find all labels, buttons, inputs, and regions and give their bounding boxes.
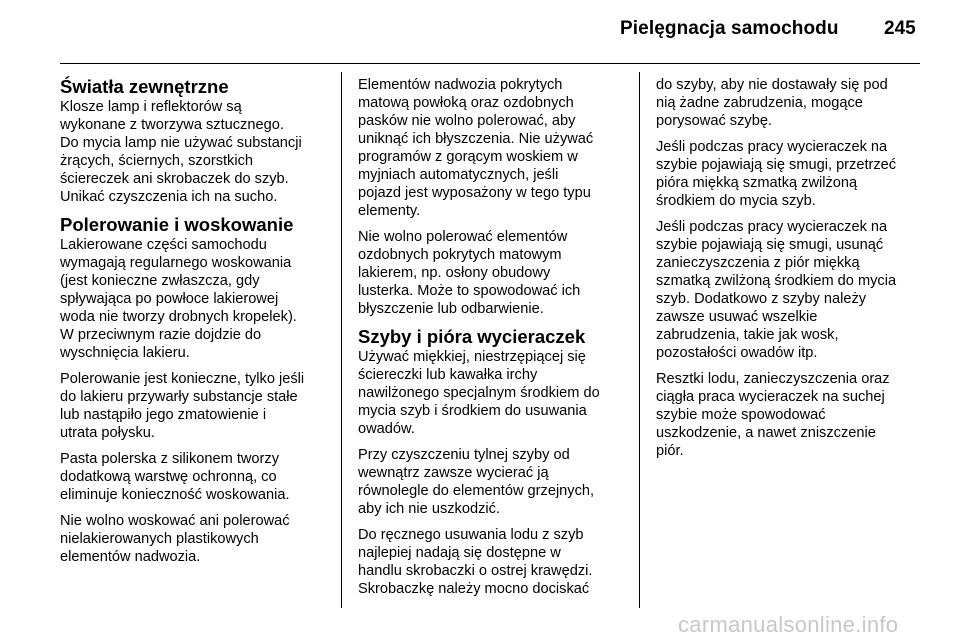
paragraph: Nie wolno woskować ani polerować nielakierowanych plastikowych elementów nadwozia. (60, 513, 290, 565)
column-divider (341, 72, 342, 608)
paragraph: Używać miękkiej, niestrzępiącej się ściereczki lub kawałka irchy nawilżonego specjalnym środkiem do mycia szyb i środkiem do usuwania owadów. (358, 349, 600, 437)
page-header-title: Pielęgnacja samochodu (620, 18, 839, 39)
paragraph: Resztki lodu, zanieczyszczenia oraz ciągła praca wycieraczek na suchej szybie może spowodować uszkodzenie, a nawet zniszczenie piór. (656, 371, 890, 459)
page-number: 245 (884, 18, 916, 39)
paragraph: Jeśli podczas pracy wycieraczek na szybie pojawiają się smugi, usunąć zanieczyszczenia z piór miękką szmatką zwilżoną środkiem do mycia szyb. Dodatkowo z szyby należy zawsze usuwać wszelkie zabrudzenia, takie jak wosk, pozostałości owadów itp. (656, 219, 897, 361)
paragraph: Elementów nadwozia pokrytych matową powłoką oraz ozdobnych pasków nie wolno polerować, aby uniknąć ich błyszczenia. Nie używać programów z gorącym woskiem w myjniach automatycznych, jeśli pojazd jest wyposażony w tego typu elementy. (358, 77, 594, 219)
section-heading-exterior-lights: Światła zewnętrzne (60, 76, 229, 97)
column-1 (60, 76, 324, 574)
paragraph: Do ręcznego usuwania lodu z szyb najlepiej nadają się dostępne w handlu skrobaczki o ostrej krawędzi. Skrobaczkę należy mocno dociskać (358, 527, 593, 597)
paragraph: Przy czyszczeniu tylnej szyby od wewnątrz zawsze wycierać ją równolegle do elementów grzejnych, aby ich nie uszkodzić. (358, 447, 595, 517)
paragraph: Jeśli podczas pracy wycieraczek na szybie pojawiają się smugi, przetrzeć pióra miękką szmatką zwilżoną środkiem do mycia szyb. (656, 139, 897, 209)
paragraph: do szyby, aby nie dostawały się pod nią żadne zabrudzenia, mogące porysować szybę. (656, 77, 888, 129)
header-divider (60, 63, 920, 64)
paragraph: Pasta polerska z silikonem tworzy dodatkową warstwę ochronną, co eliminuje konieczność woskowania. (60, 451, 290, 503)
section-heading-windows-wipers: Szyby i pióra wycieraczek (358, 326, 586, 347)
column-3 (656, 76, 920, 468)
section-heading-polishing: Polerowanie i woskowanie (60, 214, 294, 235)
column-2 (358, 76, 622, 606)
paragraph: Polerowanie jest konieczne, tylko jeśli do lakieru przywarły substancje stałe lub nastąpiło jego zmatowienie i utrata połysku. (60, 371, 305, 441)
paragraph: Nie wolno polerować elementów ozdobnych pokrytych matowym lakierem, np. osłony obudowy lusterka. Może to spowodować ich błyszczenie lub odbarwienie. (358, 229, 581, 317)
column-divider (639, 72, 640, 608)
paragraph: Klosze lamp i reflektorów są wykonane z tworzywa sztucznego. Do mycia lamp nie używać substancji żrących, ściernych, szorstkich ściereczek ani skrobaczek do szyb. Unikać czyszczenia ich na sucho. (60, 99, 302, 205)
watermark-text: carmanualsonline.info (678, 612, 899, 637)
paragraph: Lakierowane części samochodu wymagają regularnego woskowania (jest konieczne zwłaszcza, gdy spływająca po powłoce lakierowej woda nie tworzy drobnych kropelek). W przeciwnym razie dojdzie do wyschnięcia lakieru. (60, 237, 297, 361)
